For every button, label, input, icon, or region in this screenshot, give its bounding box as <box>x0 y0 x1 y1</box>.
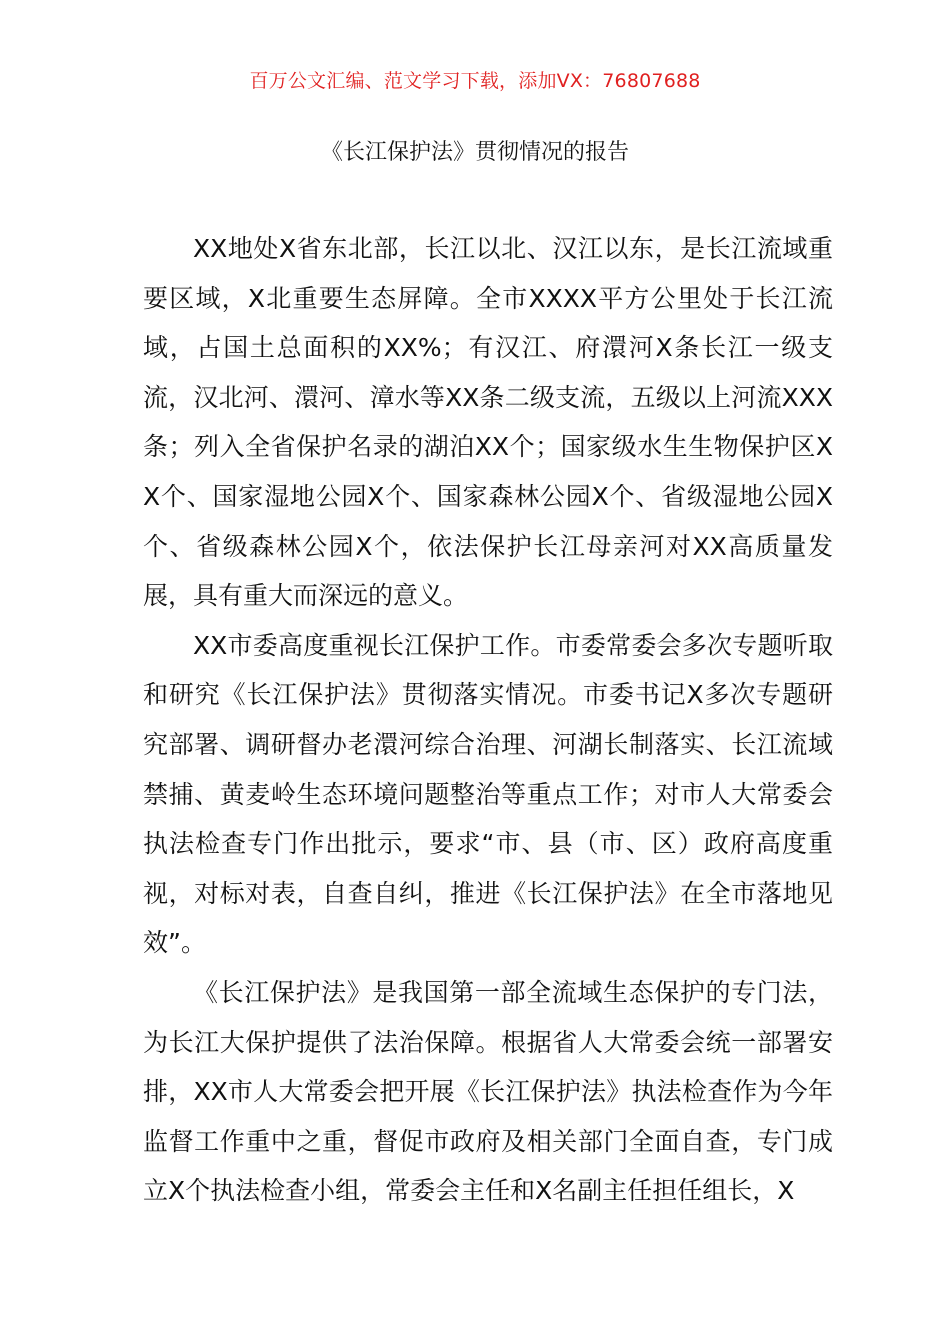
download-notice: 百万公文汇编、范文学习下载，添加VX：76807688 <box>249 70 701 92</box>
paragraph-3: 《长江保护法》是我国第一部全流域生态保护的专门法，为长江大保护提供了法治保障。根据省人大常委会统一部署安排，XX市人大常委会把开展《长江保护法》执法检查作为今年监督工作重中之重，督促市政府及相关部门全面自查，专门成立X个执法检查小组，常委会主任和X名副主任担任组长，X <box>143 977 833 1206</box>
document-title: 《长江保护法》贯彻情况的报告 <box>320 140 629 165</box>
paragraph-2: XX市委高度重视长江保护工作。市委常委会多次专题听取和研究《长江保护法》贯彻落实情况。市委书记X多次专题研究部署、调研督办老澴河综合治理、河湖长制落实、长江流域禁捕、黄麦岭生态环境问题整治等重点工作；对市人大常委会执法检查专门作出批示，要求“市、县（市、区）政府高度重视，对标对表，自查自纠，推进《长江保护法》在全市落地见效”。 <box>143 630 833 958</box>
paragraph-1: XX地处X省东北部，长江以北、汉江以东，是长江流域重要区域，X北重要生态屏障。全市XXXX平方公里处于长江流域，占国土总面积的XX%；有汉江、府澴河X条长江一级支流，汉北河、澴河、漳水等XX条二级支流，五级以上河流XXX条；列入全省保护名录的湖泊XX个；国家级水生生物保护区XX个、国家湿地公园X个、国家森林公园X个、省级湿地公园X个、省级森林公园X个，依法保护长江母亲河对XX高质量发展，具有重大而深远的意义。 <box>143 234 833 611</box>
document-body <box>143 224 833 1216</box>
